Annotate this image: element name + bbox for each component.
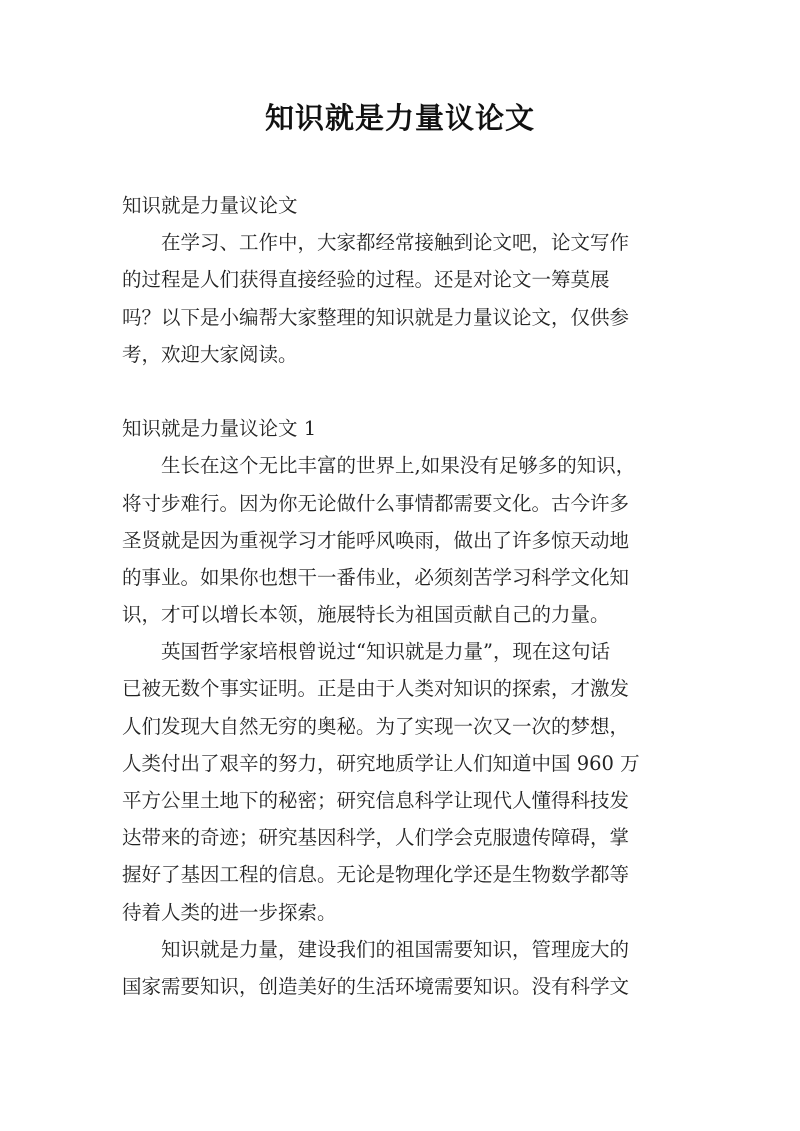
paragraph-line: 圣贤就是因为重视学习才能呼风唤雨，做出了许多惊天动地 — [122, 528, 630, 552]
paragraph-line: 达带来的奇迹；研究基因科学，人们学会克服遗传障碍，掌 — [122, 826, 630, 850]
paragraph-line: 已被无数个事实证明。正是由于人类对知识的探索，才激发 — [122, 677, 630, 701]
document-body — [122, 187, 688, 1005]
paragraph-line: 人们发现大自然无穷的奥秘。为了实现一次又一次的梦想， — [122, 714, 630, 738]
paragraph-line: 的事业。如果你也想干一番伟业，必须刻苦学习科学文化知 — [122, 565, 630, 589]
paragraph-line: 生长在这个无比丰富的世界上,如果没有足够多的知识， — [161, 454, 636, 478]
paragraph-gap — [122, 373, 688, 410]
paragraph-line: 待着人类的进一步探索。 — [122, 900, 337, 924]
paragraph-line: 英国哲学家培根曾说过“知识就是力量”，现在这句话 — [161, 640, 610, 664]
paragraph-line: 国家需要知识，创造美好的生活环境需要知识。没有科学文 — [122, 974, 630, 998]
intro-line: 在学习、工作中，大家都经常接触到论文吧，论文写作 — [161, 231, 630, 255]
paragraph-line: 握好了基因工程的信息。无论是物理化学还是生物数学都等 — [122, 863, 630, 887]
paragraph-line: 平方公里土地下的秘密；研究信息科学让现代人懂得科技发 — [122, 789, 630, 812]
section-heading: 知识就是力量议论文 1 — [122, 417, 317, 441]
intro-line: 考，欢迎大家阅读。 — [122, 342, 298, 366]
intro-line: 吗？以下是小编帮大家整理的知识就是力量议论文，仅供参 — [122, 305, 630, 329]
paragraph-line: 识，才可以增长本领，施展特长为祖国贡献自己的力量。 — [122, 603, 610, 627]
intro-heading: 知识就是力量议论文 — [122, 194, 298, 217]
paragraph-line: 知识就是力量，建设我们的祖国需要知识，管理庞大的 — [161, 937, 630, 961]
document-title: 知识就是力量议论文 — [264, 101, 535, 135]
paragraph-line: 人类付出了艰辛的努力，研究地质学让人们知道中国 960 万 — [122, 751, 640, 775]
paragraph-line: 将寸步难行。因为你无论做什么事情都需要文化。古今许多 — [122, 491, 630, 515]
intro-line: 的过程是人们获得直接经验的过程。还是对论文一筹莫展 — [122, 268, 610, 292]
